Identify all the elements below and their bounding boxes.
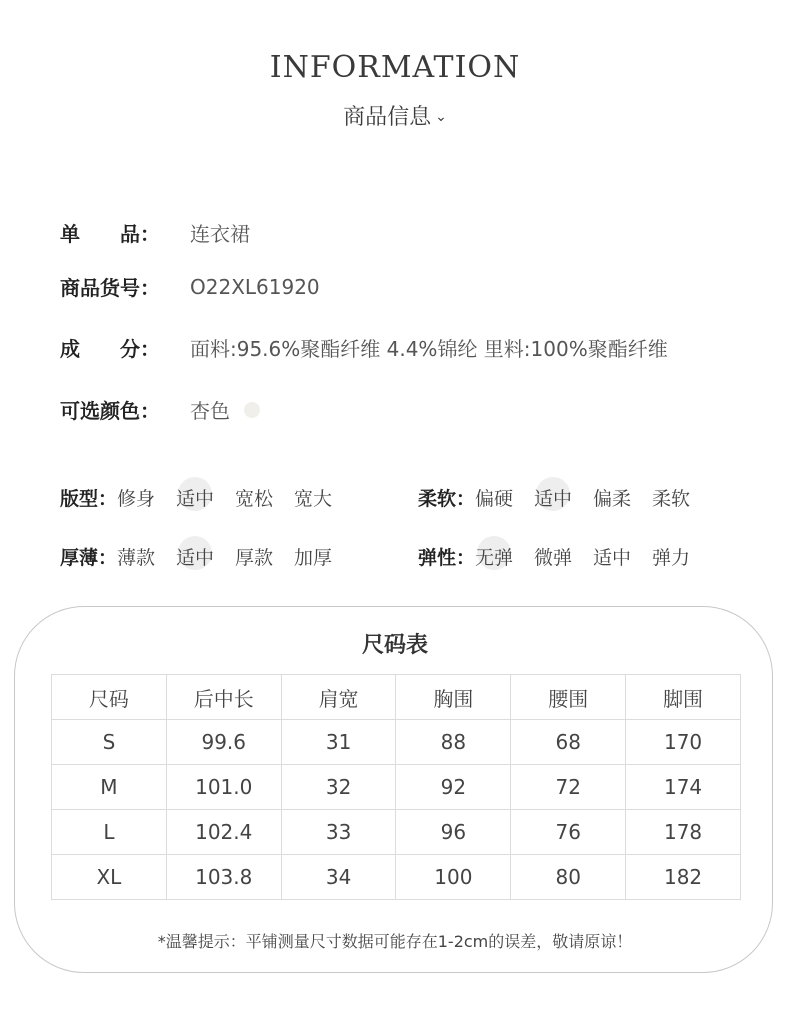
table-header-cell: 腰围: [511, 675, 626, 720]
attr-label: 版型：: [60, 488, 118, 510]
attr-option: 偏柔: [593, 488, 632, 510]
attr-option: 宽松: [235, 488, 274, 510]
table-cell: 100: [396, 855, 511, 900]
table-cell: 96: [396, 810, 511, 855]
table-cell: 80: [511, 855, 626, 900]
info-label: 成 分：: [60, 337, 160, 361]
section-subtitle: [0, 100, 790, 131]
table-cell: 174: [626, 765, 741, 810]
table-cell: 103.8: [166, 855, 281, 900]
table-cell: 170: [626, 720, 741, 765]
table-cell: 33: [281, 810, 396, 855]
attr-thickness: [60, 543, 353, 570]
table-header-cell: 后中长: [166, 675, 281, 720]
attr-option-selected: 适中: [176, 484, 235, 511]
chevron-down-icon: ⌄: [435, 109, 447, 125]
attr-option: 修身: [117, 488, 156, 510]
info-value: O22XL61920: [190, 274, 320, 299]
table-cell: L: [52, 810, 167, 855]
table-cell: XL: [52, 855, 167, 900]
info-row-color: [60, 395, 260, 424]
info-row-composition: [60, 333, 668, 362]
attr-option: 薄款: [117, 547, 156, 569]
table-cell: 102.4: [166, 810, 281, 855]
attr-option: 厚款: [235, 547, 274, 569]
table-header-cell: 脚围: [626, 675, 741, 720]
attr-option: 微弹: [534, 547, 573, 569]
info-value: 杏色: [190, 399, 230, 423]
section-title: INFORMATION: [269, 50, 521, 85]
table-cell: 34: [281, 855, 396, 900]
size-table: [51, 674, 741, 900]
attr-label: 厚薄：: [60, 547, 118, 569]
table-row: [52, 720, 741, 765]
info-row-product: [60, 218, 250, 247]
table-cell: M: [52, 765, 167, 810]
table-cell: 32: [281, 765, 396, 810]
attr-softness: [418, 484, 711, 511]
table-cell: S: [52, 720, 167, 765]
info-value: 面料:95.6%聚酯纤维 4.4%锦纶 里料:100%聚酯纤维: [190, 337, 668, 361]
color-swatch[interactable]: [244, 402, 260, 418]
table-cell: 72: [511, 765, 626, 810]
attr-option: 适中: [593, 547, 632, 569]
attr-option: 偏硬: [475, 488, 514, 510]
attr-label: 柔软：: [418, 488, 476, 510]
attr-label: 弹性：: [418, 547, 476, 569]
table-cell: 178: [626, 810, 741, 855]
table-cell: 31: [281, 720, 396, 765]
table-header-cell: 肩宽: [281, 675, 396, 720]
size-chart-title: 尺码表: [361, 633, 428, 658]
table-cell: 92: [396, 765, 511, 810]
info-value: 连衣裙: [190, 222, 250, 246]
size-note: *温馨提示：平铺测量尺寸数据可能存在1-2cm的误差，敬请原谅！: [157, 932, 633, 951]
table-cell: 101.0: [166, 765, 281, 810]
table-header-cell: 尺码: [52, 675, 167, 720]
info-label: 单 品：: [60, 222, 160, 246]
attr-option: 柔软: [652, 488, 691, 510]
table-cell: 99.6: [166, 720, 281, 765]
table-cell: 182: [626, 855, 741, 900]
attr-option-selected: 适中: [176, 543, 235, 570]
info-row-sku: [60, 272, 320, 301]
info-label: 商品货号：: [60, 276, 160, 300]
attr-fit: [60, 484, 353, 511]
attr-option: 弹力: [652, 547, 691, 569]
table-row: [52, 855, 741, 900]
table-header-cell: 胸围: [396, 675, 511, 720]
table-row: [52, 765, 741, 810]
subtitle-text: 商品信息: [343, 105, 432, 130]
table-cell: 68: [511, 720, 626, 765]
attr-option: 宽大: [294, 488, 333, 510]
attr-elasticity: [418, 543, 711, 570]
attr-option: 加厚: [294, 547, 333, 569]
table-row: [52, 810, 741, 855]
attr-option-selected: 无弹: [475, 543, 534, 570]
table-cell: 76: [511, 810, 626, 855]
table-header-row: [52, 675, 741, 720]
attr-option-selected: 适中: [534, 484, 593, 511]
info-label: 可选颜色：: [60, 399, 160, 423]
table-cell: 88: [396, 720, 511, 765]
